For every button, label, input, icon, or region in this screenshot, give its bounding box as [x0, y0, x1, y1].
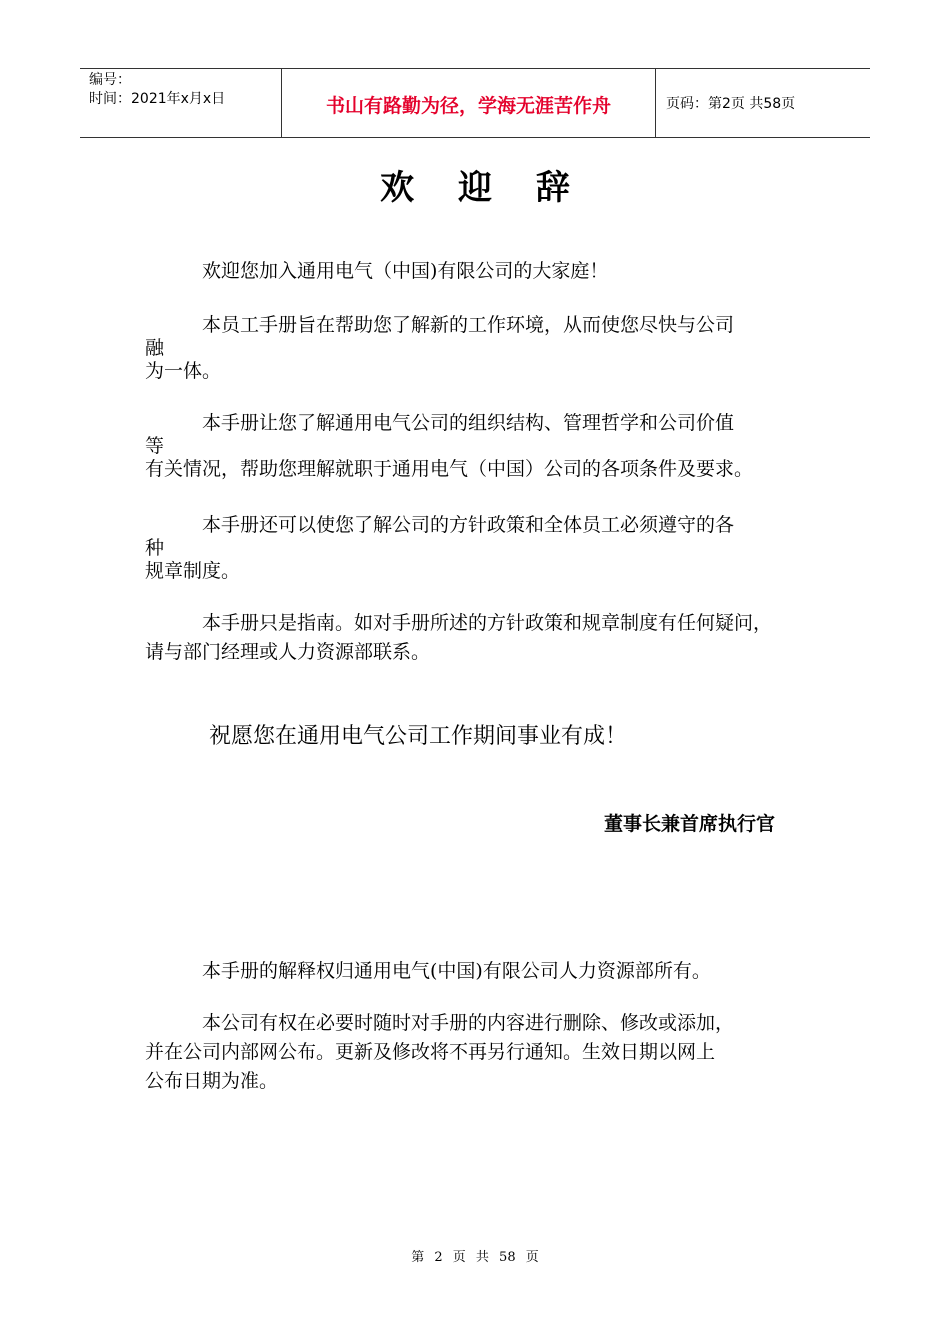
paragraph-line: 为一体。: [145, 360, 222, 382]
paragraph-purpose: [145, 314, 734, 383]
header-meta-cell: [80, 69, 282, 137]
paragraph-organization: [145, 412, 753, 481]
paragraph-line: 并在公司内部网公布。更新及修改将不再另行通知。生效日期以网上: [145, 1041, 716, 1063]
paragraph-line: 请与部门经理或人力资源部联系。: [145, 641, 431, 663]
document-time-label: 时间：2021年x月x日: [89, 91, 226, 107]
page-footer: 第 2 页 共 58 页: [411, 1250, 539, 1265]
paragraph-line: 等: [145, 435, 165, 457]
document-header: [80, 68, 870, 138]
header-page-info: 页码：第2页 共58页: [666, 96, 796, 112]
paragraph-line: 公布日期为准。: [145, 1070, 279, 1092]
paragraph-line: 本员工手册旨在帮助您了解新的工作环境，从而使您尽快与公司: [202, 314, 735, 336]
paragraph-line: 融: [145, 337, 165, 359]
paragraph-interpretation: [145, 957, 711, 986]
paragraph-revision-rights: [145, 1009, 734, 1096]
paragraph-line: 本手册只是指南。如对手册所述的方针政策和规章制度有任何疑问，: [202, 612, 773, 634]
paragraph-line: 欢迎您加入通用电气（中国)有限公司的大家庭！: [202, 260, 609, 282]
header-motto: 书山有路勤为径，学海无涯苦作舟: [282, 69, 656, 137]
paragraph-welcome: [145, 257, 608, 286]
paragraph-line: 有关情况，帮助您理解就职于通用电气（中国）公司的各项条件及要求。: [145, 458, 754, 480]
paragraph-guide: [145, 609, 772, 667]
paragraph-line: 本手册让您了解通用电气公司的组织结构、管理哲学和公司价值: [202, 412, 735, 434]
signature: 董事长兼首席执行官: [604, 813, 776, 835]
paragraph-line: 种: [145, 537, 165, 559]
paragraph-line: 本手册的解释权归通用电气(中国)有限公司人力资源部所有。: [202, 960, 711, 982]
paragraph-line: 本公司有权在必要时随时对手册的内容进行删除、修改或添加，: [202, 1012, 735, 1034]
paragraph-line: 本手册还可以使您了解公司的方针政策和全体员工必须遵守的各: [202, 514, 735, 536]
document-number-label: 编号：: [89, 72, 131, 88]
blessing-text: 祝愿您在通用电气公司工作期间事业有成！: [209, 724, 628, 749]
page-title: 欢 迎 辞: [380, 168, 586, 208]
paragraph-line: 规章制度。: [145, 560, 241, 582]
paragraph-policies: [145, 514, 734, 583]
